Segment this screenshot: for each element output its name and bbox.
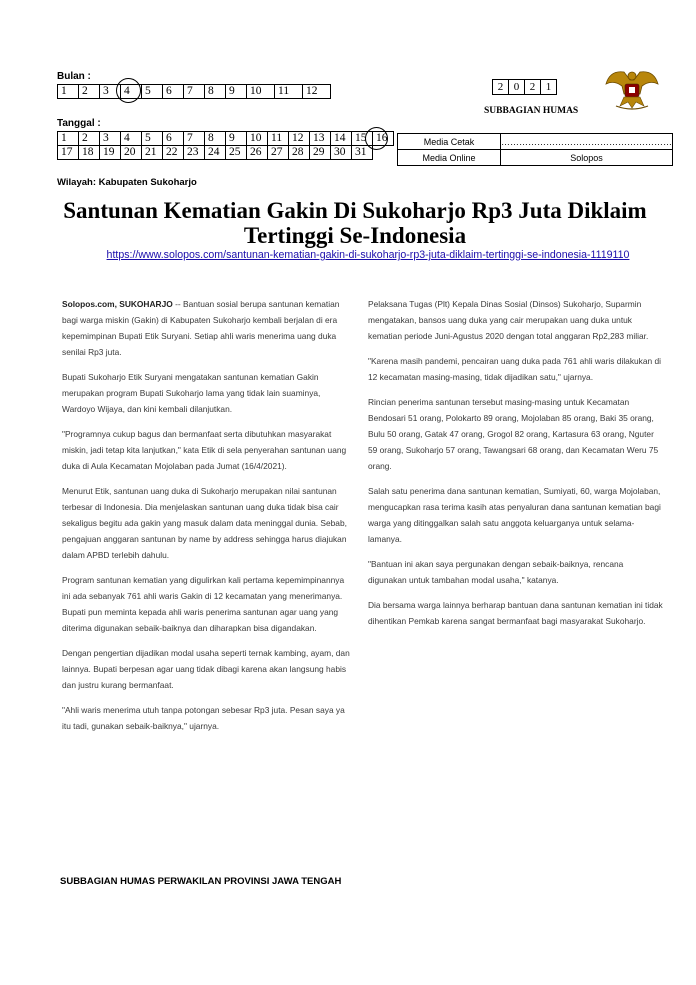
header-dates_row1-cell: 3 [100,132,121,146]
header-dates_row1-cell: 9 [226,132,247,146]
footer-text: SUBBAGIAN HUMAS PERWAKILAN PROVINSI JAWA TENGAH [60,876,342,887]
header-dates_row1-cell: 13 [310,132,331,146]
header-dates_row2-cell: 31 [352,146,373,160]
header-dates_row2-cell: 18 [79,146,100,160]
header-dates_row1-cell: 1 [58,132,79,146]
header-dates_row2-cell: 17 [58,146,79,160]
selected-month-circle [116,78,141,103]
paragraph-text: -- Bantuan sosial berupa santunan kematian bagi warga miskin (Gakin) di Kabupaten Sukoharjo kembali berjalan di era kepemimpinan Bupati Etik Suryani. Setiap ahli waris menerima uang duka senilai Rp3 juta. [62,299,340,357]
paragraph: Dia bersama warga lainnya berharap bantuan dana santunan kematian ini tidak dihentikan Pemkab karena sangat bermanfaat bagi masyarakat Sukoharjo. [368,600,663,626]
header-months-cell: 4 [121,85,142,99]
media-cetak-label: Media Cetak [398,134,501,150]
header-dates_row2-cell: 20 [121,146,142,160]
header-dates_row2-cell: 22 [163,146,184,160]
header-dates_row2-cell: 21 [142,146,163,160]
header-months-cell: 12 [303,85,331,99]
header-dates_row1-cell: 16 [373,132,394,146]
paragraph: "Bantuan ini akan saya pergunakan dengan sebaik-baiknya, rencana digunakan untuk tambahan modal usaha," katanya. [368,559,624,585]
header-months-cell: 3 [100,85,121,99]
header-dates_row2-cell: 26 [247,146,268,160]
paragraph [62,702,354,734]
header-dates_row2-cell: 19 [100,146,121,160]
header-dates_row2-cell: 24 [205,146,226,160]
year-digit: 2 [492,79,509,95]
year-box [492,79,556,95]
paragraph-text: Program santunan kematian yang digulirkan kali pertama kepemimpinannya ini ada sebanyak 761 ahli waris Gakin di 12 kecamatan yang menerimanya. Bupati pun meminta kepada ahli waris penerima santunan agar uang yang diterima digunakan sebaik-baiknya dan diharapkan bisa digandakan. [62,575,345,633]
media-cetak-value: ………………………………………………… [501,134,673,150]
header-dates_row2-cell: 28 [289,146,310,160]
article-title-line2: Tertinggi Se-Indonesia [243,223,467,248]
media-table [397,133,673,166]
header-dates_row1-cell: 14 [331,132,352,146]
year-digit: 2 [524,79,541,95]
paragraph: Rincian penerima santunan tersebut masing-masing untuk Kecamatan Bendosari 51 orang, Polokarto 89 orang, Mojolaban 85 orang, Baki 35 orang, Bulu 50 orang, Gatak 47 orang, Grogol 82 orang, Kartasura 63 orang, Nguter 59 orang, Sukoharjo 57 orang, Tawangsari 68 orang, dan Kecamatan Weru 75 orang. [368,397,659,471]
month-grid [57,84,331,99]
header-dates_row1-cell: 12 [289,132,310,146]
header-dates_row1-cell: 6 [163,132,184,146]
header-months-cell: 11 [275,85,303,99]
paragraph [62,369,354,417]
media-online-label: Media Online [398,150,501,166]
subbagian-humas: SUBBAGIAN HUMAS [484,106,579,116]
year-digit: 1 [540,79,557,95]
article-left-column [62,296,354,743]
paragraph [62,426,354,474]
header-months-cell: 6 [163,85,184,99]
paragraph [62,645,354,693]
paragraph-text: Dengan pengertian dijadikan modal usaha seperti ternak kambing, ayam, dan lainnya. Bupati berpesan agar uang tidak dibagi karena akan langsung habis dan justru kurang bermanfaat. [62,648,350,690]
header-dates_row2-cell: 30 [331,146,352,160]
paragraph-text: Menurut Etik, santunan uang duka di Sukoharjo merupakan nilai santunan terbesar di Indonesia. Dia menjelaskan santunan uang duka tidak bisa cair sekaligus begitu ada gakin yang masuk dalam data meninggal dunia. Sebab, pengajuan anggaran santunan by name by address sehingga harus diajukan dalam APBD terlebih dahulu. [62,486,347,560]
header-dates_row2-cell: 25 [226,146,247,160]
header-dates_row2-cell: 29 [310,146,331,160]
bulan-label: Bulan : [57,71,91,82]
header-months-cell: 5 [142,85,163,99]
article-title-line1: Santunan Kematian Gakin Di Sukoharjo Rp3 Juta Diklaim [63,198,647,223]
header-dates_row1-cell: 15 [352,132,373,146]
paragraph-text: "Ahli waris menerima utuh tanpa potongan sebesar Rp3 juta. Pesan saya ya itu tadi, gunakan sebaik-baiknya," ujarnya. [62,705,345,731]
wilayah-label: Wilayah: Kabupaten Sukoharjo [57,177,197,188]
header-dates_row1-cell: 11 [268,132,289,146]
article-url[interactable]: https://www.solopos.com/santunan-kematian-gakin-di-sukoharjo-rp3-juta-diklaim-tertinggi-se-indonesia-1119110 [106,249,630,261]
paragraph: Salah satu penerima dana santunan kematian, Sumiyati, 60, warga Mojolaban, mengucapkan rasa terima kasih atas penyaluran dana santunan kematian bagi warga yang ditinggalkan salah satu anggota keluarganya untuk selama-lamanya. [368,486,661,544]
header-dates_row1-cell: 10 [247,132,268,146]
paragraph [62,483,354,563]
garuda-emblem-icon [600,66,664,112]
header-months-cell: 7 [184,85,205,99]
media-online-value: Solopos [501,150,673,166]
header-months-cell: 10 [247,85,275,99]
header-dates_row1-cell: 2 [79,132,100,146]
header-months-cell: 8 [205,85,226,99]
paragraph: Pelaksana Tugas (Plt) Kepala Dinas Sosial (Dinsos) Sukoharjo, Suparmin mengatakan, bansos uang duka yang cair merupakan uang duka untuk kematian periode Juni-Agustus 2020 dengan total anggaran Rp2,283 miliar. [368,299,649,341]
paragraph [62,296,354,360]
article-right-column [368,296,664,638]
header-dates_row2-cell: 23 [184,146,205,160]
paragraph: "Karena masih pandemi, pencairan uang duka pada 761 ahli waris dilakukan di 12 kecamatan masing-masing, tidak dijadikan satu," ujarnya. [368,356,662,382]
header-months-cell: 1 [58,85,79,99]
header-dates_row1-cell: 8 [205,132,226,146]
date-grid [57,131,394,160]
header-dates_row1-cell: 4 [121,132,142,146]
paragraph-text: "Programnya cukup bagus dan bermanfaat serta dibutuhkan masyarakat miskin, jadi tetap kita lanjutkan," kata Etik di sela penyerahan santunan uang duka di Aula Kecamatan Mojolaban pada Jumat (16/4/2021). [62,429,347,471]
tanggal-label: Tanggal : [57,118,101,129]
article-title [40,198,670,248]
header-months-cell: 2 [79,85,100,99]
header-dates_row2-cell: 27 [268,146,289,160]
article-source: Solopos.com, SUKOHARJO [62,299,173,309]
header-months-cell: 9 [226,85,247,99]
year-digit: 0 [508,79,525,95]
selected-date-circle [365,127,388,150]
header-dates_row1-cell: 5 [142,132,163,146]
paragraph-text: Bupati Sukoharjo Etik Suryani mengatakan santunan kematian Gakin merupakan program Bupati Sukoharjo lama yang tidak lain suaminya, Wardoyo Wijaya, dan kini kembali dilanjutkan. [62,372,321,414]
paragraph [62,572,354,636]
header-dates_row1-cell: 7 [184,132,205,146]
